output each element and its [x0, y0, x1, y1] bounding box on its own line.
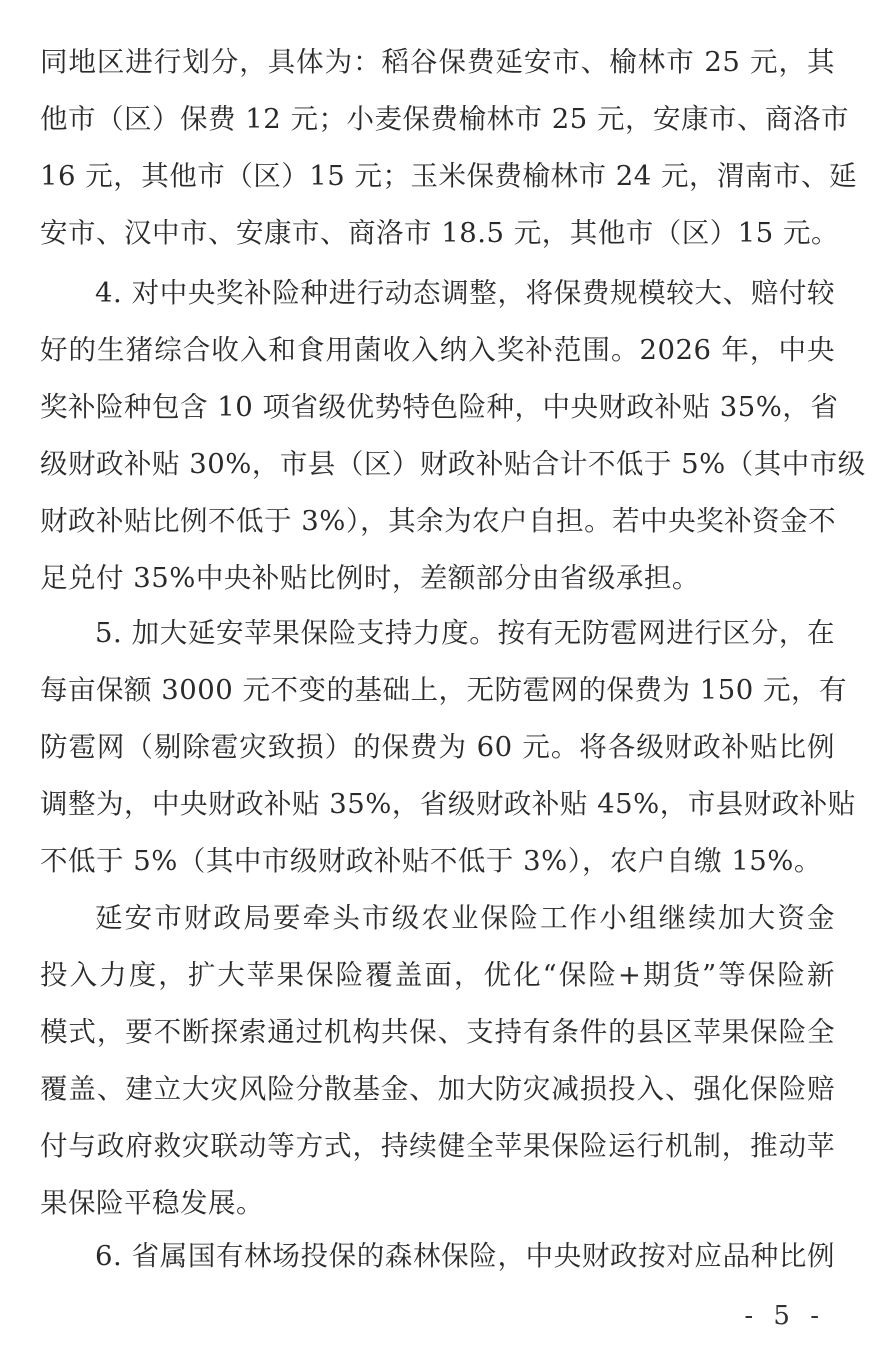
text-line: 覆盖、建立大灾风险分散基金、加大防灾减损投入、强化保险赔 — [40, 1073, 835, 1105]
text-line: 他市（区）保费 12 元；小麦保费榆林市 25 元，安康市、商洛市 — [40, 103, 849, 135]
page-number: - 5 - — [744, 1301, 825, 1331]
text-line: 财政补贴比例不低于 3%），其余为农户自担。若中央奖补资金不 — [40, 505, 837, 537]
text-line: 模式，要不断探索通过机构共保、支持有条件的县区苹果保险全 — [40, 1016, 835, 1048]
text-line: 奖补险种包含 10 项省级优势特色险种，中央财政补贴 35%，省 — [40, 391, 839, 423]
text-line: 果保险平稳发展。 — [40, 1187, 264, 1219]
text-line: 同地区进行划分，具体为：稻谷保费延安市、榆林市 25 元，其 — [40, 46, 835, 78]
text-line: 级财政补贴 30%，市县（区）财政补贴合计不低于 5%（其中市级 — [40, 448, 866, 480]
text-line: 不低于 5%（其中市级财政补贴不低于 3%），农户自缴 15%。 — [40, 845, 822, 877]
text-line: 投入力度，扩大苹果保险覆盖面，优化“保险+期货”等保险新 — [40, 959, 835, 991]
text-line: 足兑付 35%中央补贴比例时，差额部分由省级承担。 — [40, 562, 700, 594]
text-line: 付与政府救灾联动等方式，持续健全苹果保险运行机制，推动苹 — [40, 1130, 835, 1162]
text-line: 调整为，中央财政补贴 35%，省级财政补贴 45%，市县财政补贴 — [40, 788, 856, 820]
paragraph-6-start: 6. 省属国有林场投保的森林保险，中央财政按对应品种比例 — [95, 1240, 835, 1272]
paragraph-yanan-start: 延安市财政局要牵头市级农业保险工作小组继续加大资金 — [95, 902, 835, 934]
text-line: 每亩保额 3000 元不变的基础上，无防雹网的保费为 150 元，有 — [40, 674, 847, 706]
text-line: 16 元，其他市（区）15 元；玉米保费榆林市 24 元，渭南市、延 — [40, 160, 857, 192]
text-line: 安市、汉中市、安康市、商洛市 18.5 元，其他市（区）15 元。 — [40, 217, 839, 249]
paragraph-4-start: 4. 对中央奖补险种进行动态调整，将保费规模较大、赔付较 — [95, 277, 835, 309]
text-line: 好的生猪综合收入和食用菌收入纳入奖补范围。2026 年，中央 — [40, 334, 835, 366]
text-line: 防雹网（剔除雹灾致损）的保费为 60 元。将各级财政补贴比例 — [40, 731, 835, 763]
paragraph-5-start: 5. 加大延安苹果保险支持力度。按有无防雹网进行区分，在 — [95, 617, 835, 649]
